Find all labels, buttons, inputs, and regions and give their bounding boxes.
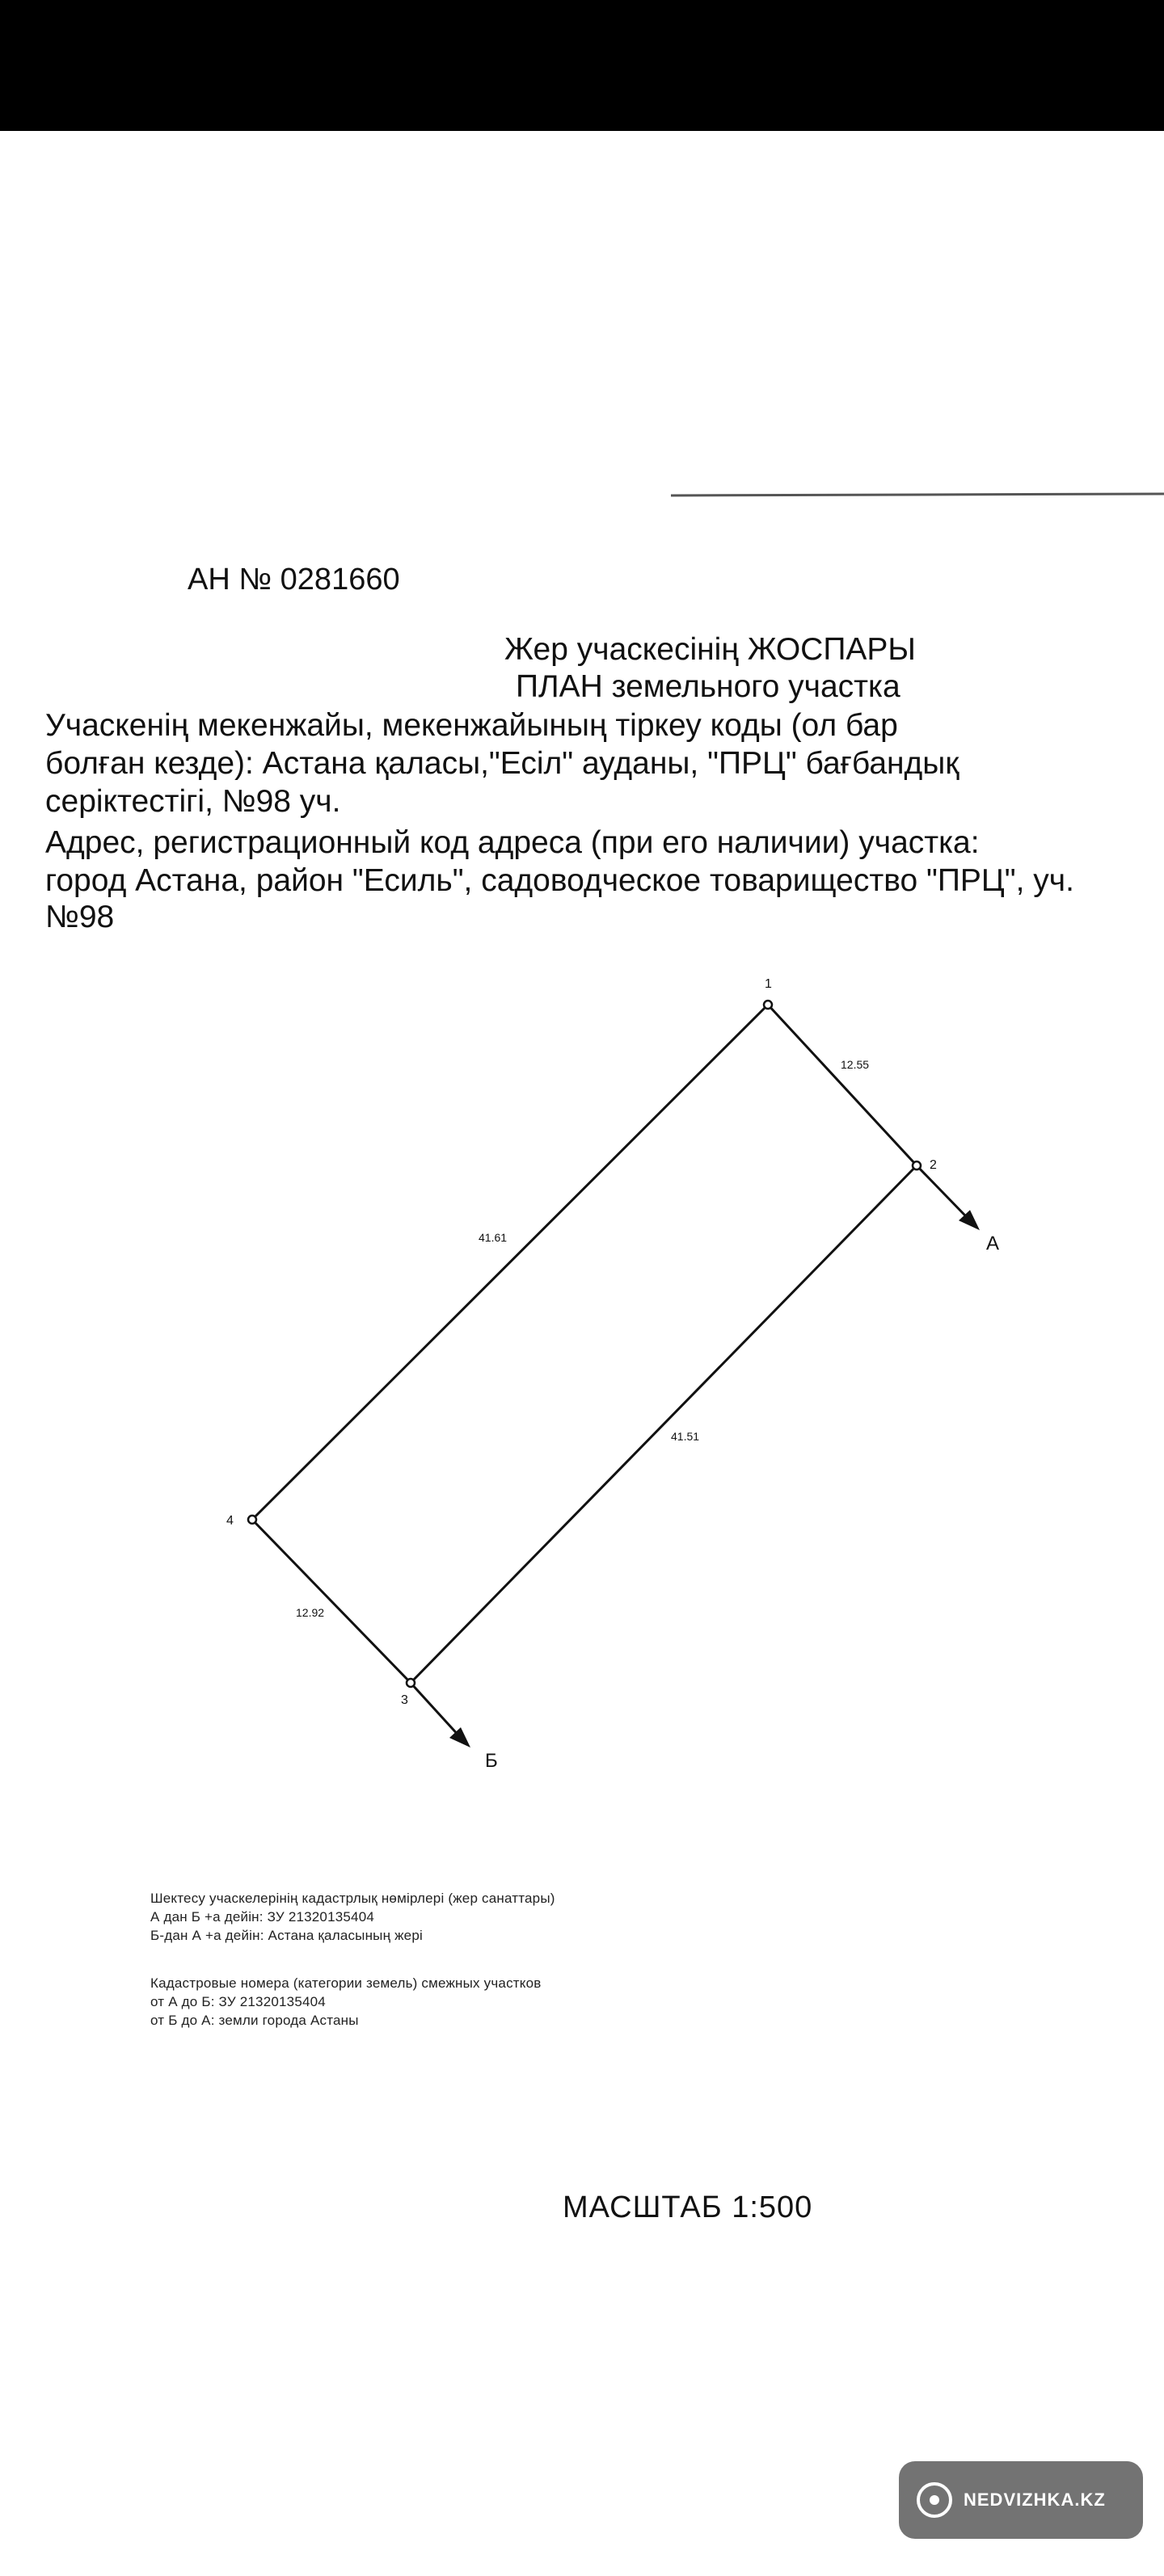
- address-ru-line-1: Адрес, регистрационный код адреса (при его наличии) участка:: [45, 825, 980, 860]
- adjacent-kz-line-1: А дан Б +а дейін: ЗУ 21320135404: [150, 1909, 375, 1925]
- watermark-text: NEDVIZHKA.KZ: [964, 2490, 1106, 2510]
- adjacent-kz-line-2: Б-дан А +а дейін: Астана қаласының жері: [150, 1928, 423, 1943]
- vertex-3-marker: [407, 1679, 415, 1687]
- side-length-2-3: 41.51: [671, 1430, 700, 1443]
- adjacent-ru-line-1: от А до Б: ЗУ 21320135404: [150, 1994, 326, 2009]
- vertex-label-3: 3: [401, 1693, 408, 1707]
- adjacent-ru-line-2: от Б до А: земли города Астаны: [150, 2013, 359, 2028]
- arrow-label-a: А: [986, 1233, 1000, 1254]
- vertex-1-marker: [764, 1001, 772, 1009]
- adjacent-kz-title: Шектесу учаскелерінің кадастрлық нөмірлері (жер санаттары): [150, 1891, 555, 1906]
- arrow-b-shaft: [411, 1683, 461, 1738]
- address-ru-line-2: город Астана, район "Есиль", садоводческое товарищество "ПРЦ", уч.: [45, 863, 1074, 898]
- side-length-1-2: 12.55: [841, 1058, 870, 1071]
- vertex-label-4: 4: [226, 1514, 234, 1528]
- address-kz-line-3: серіктестігі, №98 уч.: [45, 784, 341, 819]
- address-kz-line-2: болған кезде): Астана қаласы,"Есіл" ауданы, "ПРЦ" бағбандық: [45, 746, 959, 781]
- side-length-3-4: 12.92: [296, 1606, 325, 1619]
- title-russian: ПЛАН земельного участка: [516, 669, 900, 704]
- arrow-a-shaft: [917, 1166, 970, 1221]
- home-pin-icon: [917, 2482, 952, 2518]
- side-length-1-4: 41.61: [479, 1231, 508, 1244]
- arrow-label-b: Б: [485, 1750, 498, 1772]
- address-kz-line-1: Учаскенің мекенжайы, мекенжайының тіркеу коды (ол бар: [45, 708, 898, 743]
- land-plot-plan: [0, 954, 1164, 1794]
- map-scale: МАСШТАБ 1:500: [563, 2190, 813, 2224]
- top-black-bar: [0, 0, 1164, 131]
- vertex-2-marker: [913, 1162, 921, 1170]
- vertex-label-2: 2: [930, 1158, 937, 1172]
- vertex-4-marker: [248, 1516, 256, 1524]
- document-number: АН № 0281660: [188, 563, 400, 597]
- plot-boundary: [252, 1005, 917, 1683]
- vertex-label-1: 1: [765, 977, 772, 991]
- address-ru-line-3: №98: [45, 900, 115, 934]
- adjacent-ru-title: Кадастровые номера (категории земель) смежных участков: [150, 1975, 542, 1991]
- title-kazakh: Жер учаскесінің ЖОСПАРЫ: [504, 632, 916, 667]
- document-edge-line: [671, 491, 1164, 498]
- watermark-badge: [899, 2461, 1143, 2539]
